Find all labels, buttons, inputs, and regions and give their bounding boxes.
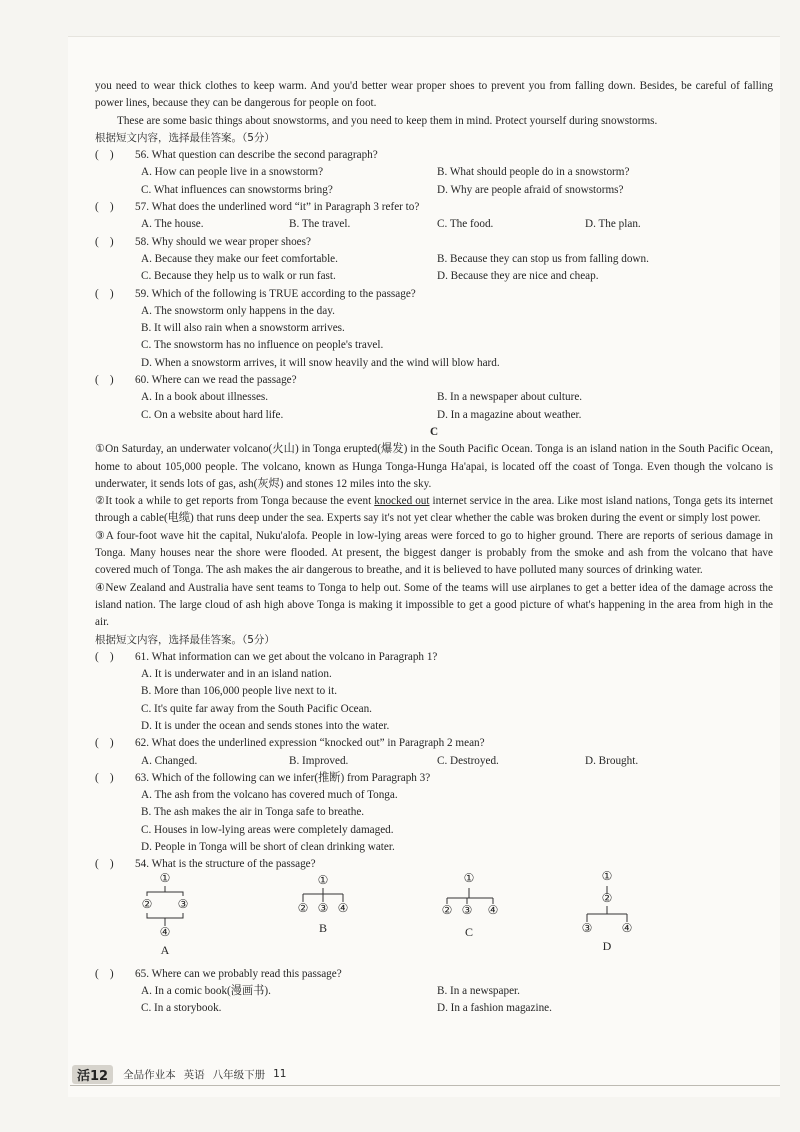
diagram-node: ④	[621, 920, 633, 935]
section-c-title: C	[429, 425, 439, 438]
diagram-a	[141, 870, 201, 957]
diagram-node: ④	[337, 900, 349, 915]
diagram-node: ②	[297, 900, 309, 915]
question	[95, 147, 773, 164]
question	[95, 735, 773, 752]
question	[95, 286, 773, 303]
diagram-c	[437, 870, 517, 944]
option: A. In a book about illnesses.	[141, 391, 269, 404]
diagram-node: ①	[159, 870, 171, 885]
question-stem: 57. What does the underlined word “it” in Paragraph 3 refer to?	[135, 201, 420, 214]
option: D. When a snowstorm arrives, it will snow heavily and the wind will blow hard.	[141, 356, 500, 369]
diagram-label-c: C	[464, 924, 473, 939]
question	[95, 770, 773, 787]
instructions-b: 根据短文内容，选择最佳答案。（5分）	[95, 131, 275, 144]
diagram-node: ②	[137, 896, 157, 913]
diagram-node: ③	[173, 896, 193, 913]
question	[95, 199, 773, 216]
option: C. The food.	[437, 218, 494, 231]
footer-book: 全品作业本	[123, 1068, 176, 1081]
options-row	[95, 718, 773, 735]
options-row	[95, 182, 773, 199]
option: D. Because they are nice and cheap.	[437, 270, 599, 283]
question-stem: 58. Why should we wear proper shoes?	[135, 235, 311, 248]
footer-grade: 八年级下册	[212, 1068, 266, 1081]
options-row	[95, 164, 773, 181]
diagram-node: ①	[463, 870, 475, 885]
option: D. Brought.	[585, 754, 639, 767]
answer-blank[interactable]: ( )	[95, 287, 114, 300]
option: A. The house.	[141, 218, 204, 231]
question-65	[95, 966, 773, 983]
passage-c-paragraph-2	[95, 493, 773, 528]
question-stem: 60. Where can we read the passage?	[135, 374, 297, 387]
diagram-label-d: D	[602, 938, 612, 953]
options-row	[95, 337, 773, 354]
question-stem: 65. Where can we probably read this passage?	[135, 967, 342, 980]
option: A. How can people live in a snowstorm?	[141, 166, 324, 179]
options-row	[95, 389, 773, 406]
question-stem: 61. What information can we get about the volcano in Paragraph 1?	[135, 650, 438, 663]
option: B. It will also rain when a snowstorm arrives.	[141, 322, 345, 335]
page-number-badge: 活12	[72, 1065, 113, 1084]
options-row	[95, 683, 773, 700]
worksheet-content	[95, 78, 773, 1018]
footer-subject: 英语	[183, 1068, 205, 1081]
options-row	[95, 822, 773, 839]
question-stem: 63. Which of the following can we infer(推断) from Paragraph 3?	[135, 771, 431, 784]
options-row	[95, 804, 773, 821]
option: D. In a fashion magazine.	[437, 1002, 552, 1015]
option: C. In a storybook.	[141, 1002, 222, 1015]
options-row	[95, 983, 773, 1000]
options-row	[95, 268, 773, 285]
question-stem: 59. Which of the following is TRUE according to the passage?	[135, 287, 416, 300]
diagram-node: ③	[461, 902, 473, 917]
passage-b-paragraph: you need to wear thick clothes to keep warm. And you'd better wear proper shoes to prevent you from falling down. Besides, be careful of falling power lines, because they can be dangerous for people on foot.	[95, 80, 773, 110]
options-row	[95, 320, 773, 337]
diagram-node: ④	[487, 902, 499, 917]
question-stem: 62. What does the underlined expression “knocked out” in Paragraph 2 mean?	[135, 737, 485, 750]
option: C. The snowstorm has no influence on people's travel.	[141, 339, 384, 352]
option: D. In a magazine about weather.	[437, 408, 582, 421]
option: A. In a comic book(漫画书).	[141, 984, 271, 997]
option: C. Destroyed.	[437, 754, 499, 767]
question	[95, 649, 773, 666]
passage-c-paragraph-3: ③A four-foot wave hit the capital, Nuku'alofa. People in low-lying areas were forced to go to higher ground. There are reports of serious damage in Tonga. Many houses near the shore were flooded. At present, the biggest danger is probably from the smoke and ash from the volcano that have covered much of Tonga. The ash makes the air dangerous to breathe, and it is believed to have polluted many sources of drinking water.	[95, 529, 773, 577]
options-row	[95, 216, 773, 233]
option: B. Because they can stop us from falling down.	[437, 252, 649, 265]
underlined-expression: knocked out	[374, 495, 430, 508]
question-block-c	[95, 649, 773, 874]
option: B. The ash makes the air in Tonga safe to breathe.	[141, 806, 365, 819]
diagram-node: ③	[581, 920, 593, 935]
diagram-node: ③	[317, 900, 329, 915]
option: A. The ash from the volcano has covered much of Tonga.	[141, 789, 398, 802]
question	[95, 856, 773, 873]
passage-c-paragraph-4: ④New Zealand and Australia have sent teams to Tonga to help out. Some of the teams will use airplanes to get a better idea of the damage across the island nation. The large cloud of ash high above Tonga is making it impossible to get a good picture of what's happening in the area from high in the air.	[95, 581, 773, 629]
question	[95, 234, 773, 251]
option: B. Improved.	[289, 754, 349, 767]
page-footer	[72, 1064, 778, 1084]
options-row	[95, 839, 773, 856]
options-row	[95, 251, 773, 268]
instructions-c: 根据短文内容，选择最佳答案。（5分）	[95, 633, 275, 646]
diagram-label-b: B	[318, 920, 327, 935]
diagram-d	[577, 868, 647, 954]
option: A. The snowstorm only happens in the day.	[141, 304, 335, 317]
options-row	[95, 753, 773, 770]
option: D. It is under the ocean and sends stones into the water.	[141, 719, 390, 732]
options-row	[95, 1000, 773, 1017]
option: B. What should people do in a snowstorm?	[437, 166, 630, 179]
option: C. Houses in low-lying areas were completely damaged.	[141, 823, 394, 836]
answer-blank[interactable]: ( )	[95, 235, 114, 248]
passage-c-paragraph-1: ①On Saturday, an underwater volcano(火山) in Tonga erupted(爆发) in the South Pacific Ocean. Tonga is an island nation in the South Pacific Ocean, home to about 105,000 people. The volcano, known as Hunga Tonga-Hunga Ha'apai, is located off the coast of Tonga. Even though the volcano is underwater, it sends lots of gas, ash(灰烬) and stones 12 miles into the sky.	[95, 443, 773, 490]
answer-blank[interactable]: ( )	[95, 737, 114, 750]
option: B. In a newspaper.	[437, 984, 520, 997]
options-row	[95, 355, 773, 372]
option: A. Changed.	[141, 754, 198, 767]
diagram-node: ②	[441, 902, 453, 917]
options-row	[95, 701, 773, 718]
options-row	[95, 303, 773, 320]
answer-blank[interactable]: ( )	[95, 967, 114, 980]
option: A. Because they make our feet comfortable.	[141, 252, 338, 265]
paragraph-text: ②It took a while to get reports from Tonga because the event	[95, 495, 375, 508]
diagram-b	[293, 874, 363, 944]
passage-b-paragraph: These are some basic things about snowstorms, and you need to keep them in mind. Protect yourself during snowstorms.	[117, 114, 658, 127]
question-stem: 56. What question can describe the second paragraph?	[135, 149, 378, 162]
diagram-node: ②	[601, 890, 613, 905]
paragraph-text: internet service in the area. Like most island nations, Tonga gets its internet through a cable(电缆) that runs deep under the sea. Experts say it's not yet clear whether the cable was broken during the event or simply lost power.	[95, 495, 773, 525]
answer-blank[interactable]: ( )	[95, 201, 114, 214]
option: C. It's quite far away from the South Pacific Ocean.	[141, 702, 372, 715]
answer-blank[interactable]: ( )	[95, 374, 114, 387]
diagram-node: ①	[601, 868, 613, 883]
structure-diagrams	[141, 868, 773, 966]
option: D. Why are people afraid of snowstorms?	[437, 183, 624, 196]
options-row	[95, 407, 773, 424]
option: C. What influences can snowstorms bring?	[141, 183, 333, 196]
footer-rule	[70, 1085, 780, 1086]
diagram-label-a: A	[160, 942, 170, 957]
footer-code: 11	[273, 1068, 287, 1080]
option: C. Because they help us to walk or run fast.	[141, 270, 336, 283]
option: D. The plan.	[585, 218, 641, 231]
answer-blank[interactable]: ( )	[95, 858, 114, 871]
option: B. More than 106,000 people live next to it.	[141, 685, 338, 698]
options-row	[95, 787, 773, 804]
option: B. The travel.	[289, 218, 351, 231]
diagram-node: ④	[159, 924, 171, 939]
question-block-b	[95, 147, 773, 424]
options-row	[95, 666, 773, 683]
question	[95, 372, 773, 389]
answer-blank[interactable]: ( )	[95, 149, 114, 162]
answer-blank[interactable]: ( )	[95, 650, 114, 663]
option: A. It is underwater and in an island nation.	[141, 668, 332, 681]
option: B. In a newspaper about culture.	[437, 391, 583, 404]
answer-blank[interactable]: ( )	[95, 771, 114, 784]
option: D. People in Tonga will be short of clean drinking water.	[141, 841, 395, 854]
option: C. On a website about hard life.	[141, 408, 284, 421]
question-stem: 54. What is the structure of the passage?	[135, 858, 316, 871]
diagram-node: ①	[317, 872, 329, 887]
